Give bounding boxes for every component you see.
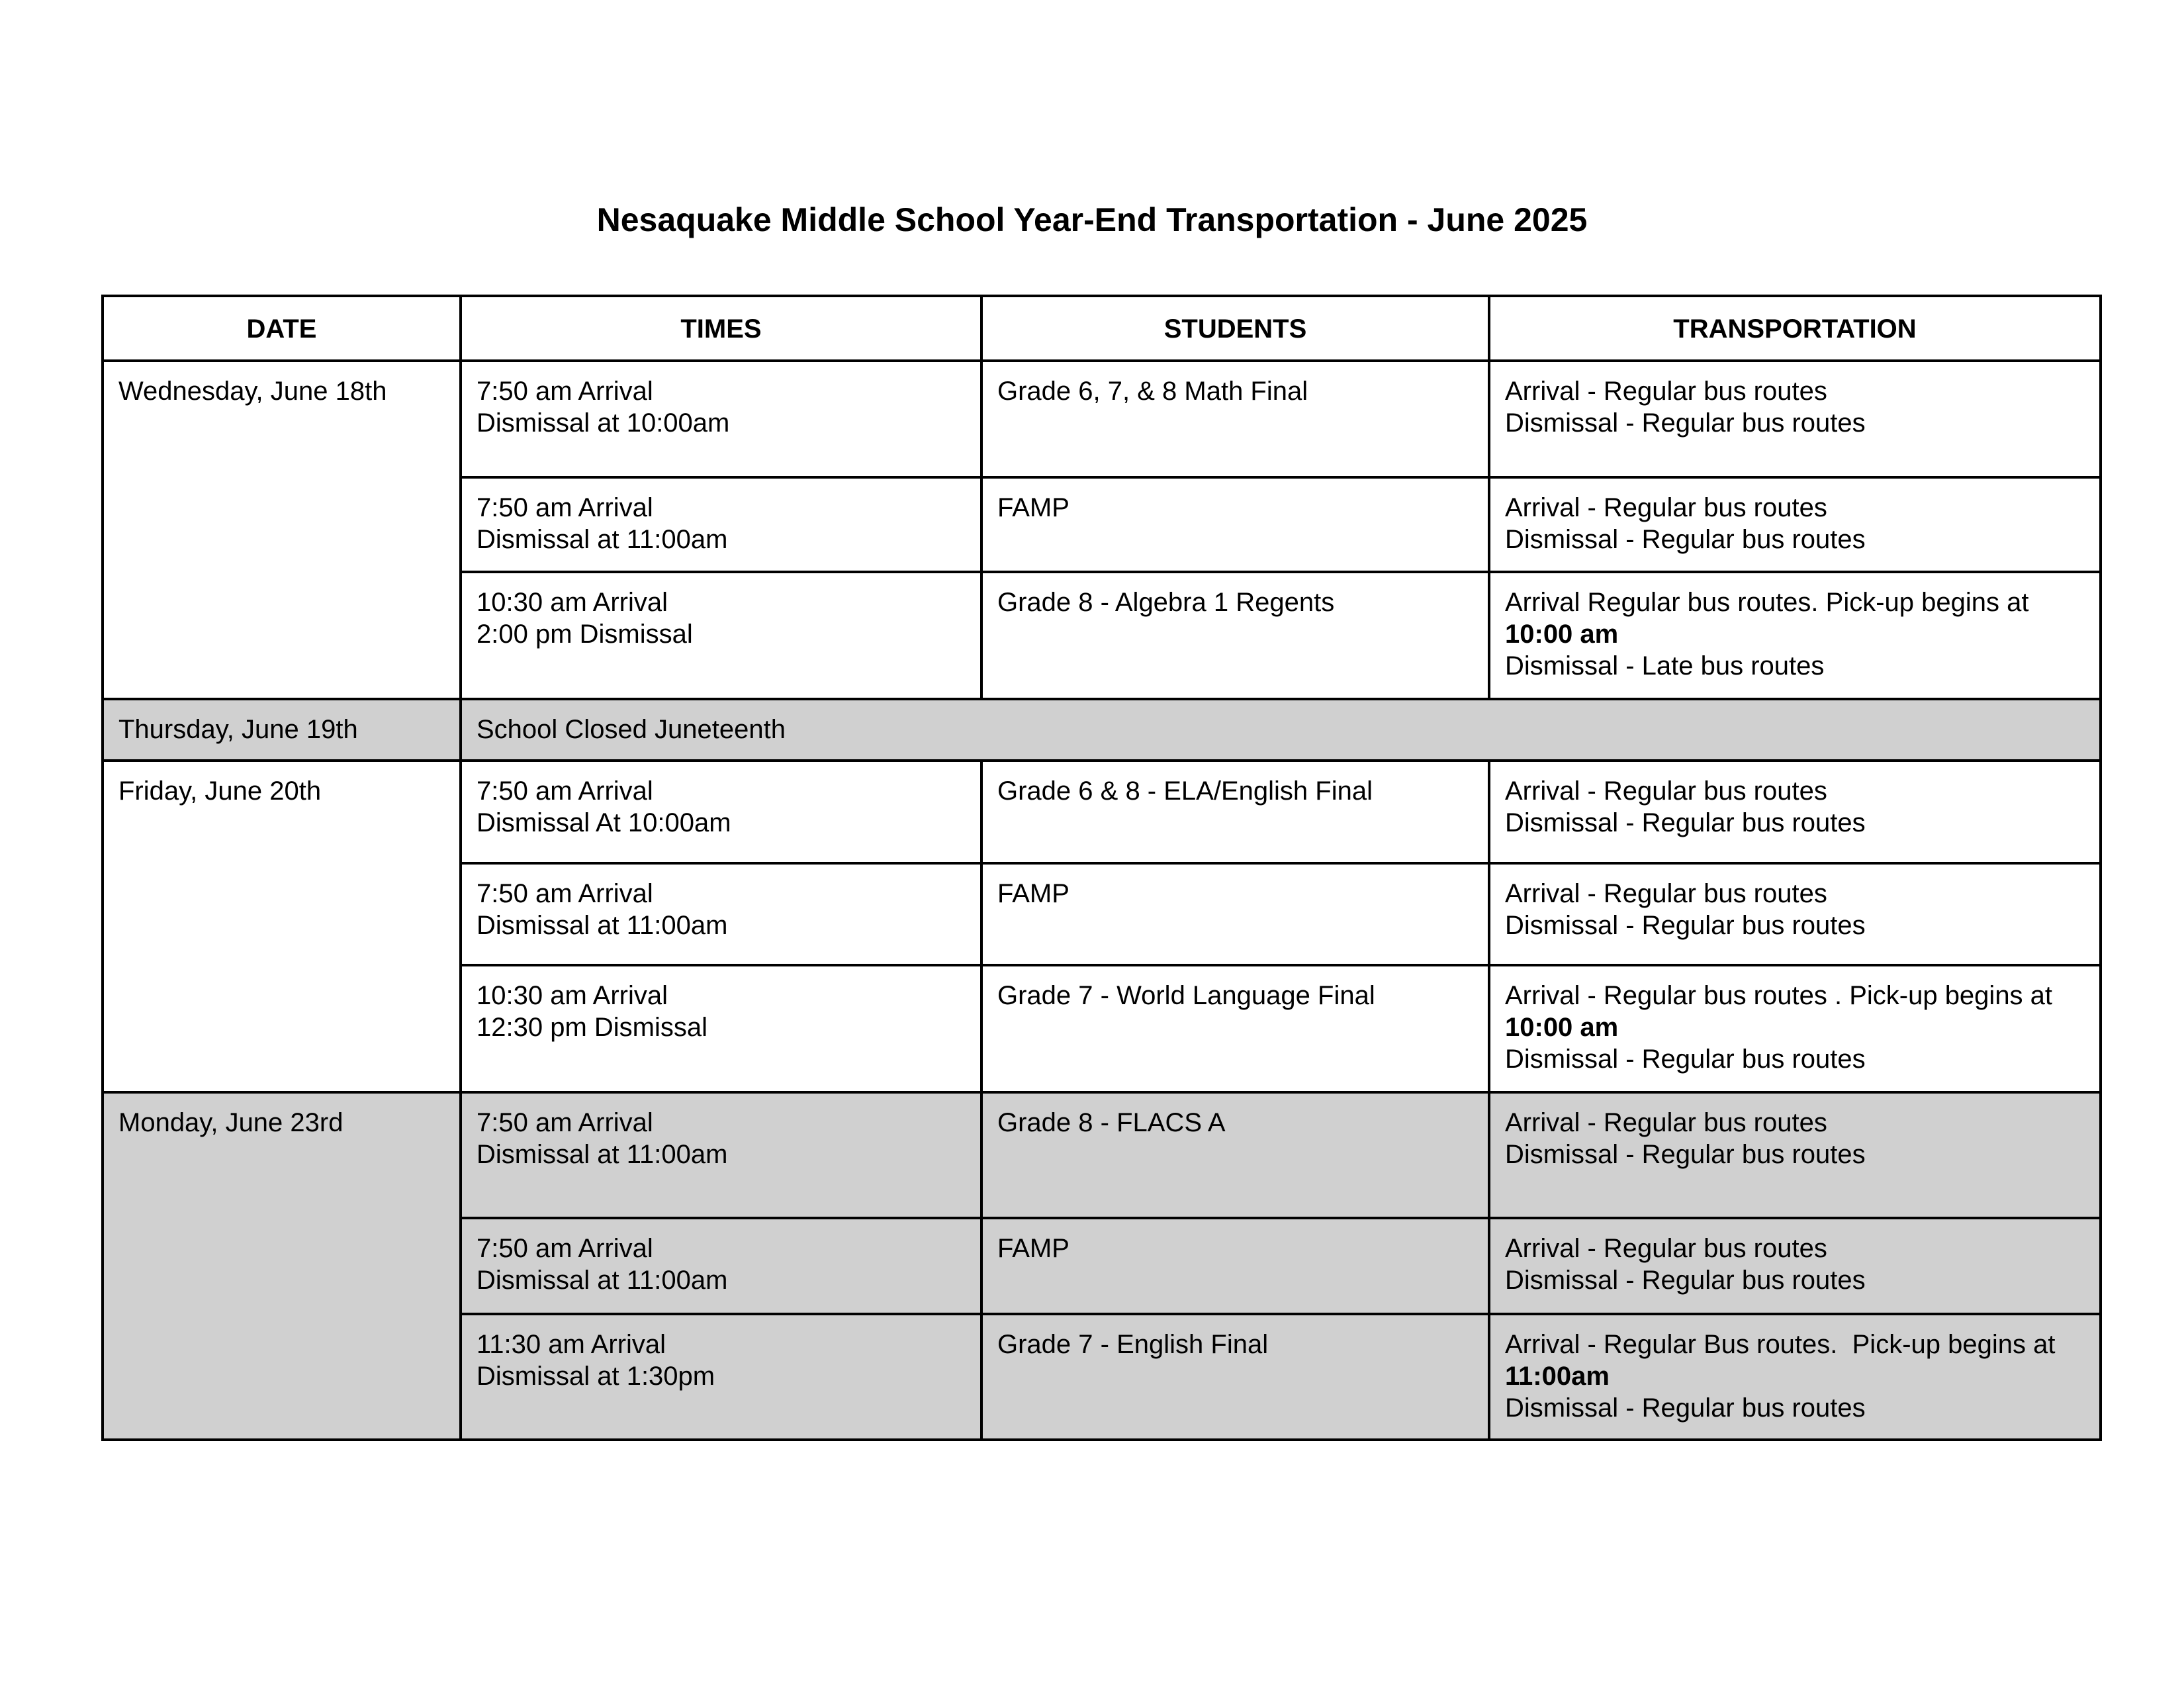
transportation-cell (1489, 761, 2101, 863)
students-cell (981, 761, 1489, 863)
students-cell (981, 863, 1489, 965)
times-cell (461, 1314, 981, 1440)
times-cell (461, 361, 981, 477)
header-students: STUDENTS (981, 296, 1489, 361)
transportation-cell (1489, 361, 2101, 477)
transportation-cell (1489, 1218, 2101, 1314)
transport-arrival: Arrival - Regular bus routes (1505, 879, 1827, 908)
transport-dismissal: Dismissal - Regular bus routes (1505, 1393, 1866, 1423)
transportation-cell (1489, 965, 2101, 1092)
arrival-time: 10:30 am Arrival (477, 981, 668, 1010)
table-row (103, 1092, 2101, 1218)
header-row (103, 296, 2101, 361)
transport-arrival: Arrival - Regular bus routes (1505, 1108, 1827, 1137)
table-row (103, 761, 2101, 863)
students-label: Grade 7 - World Language Final (997, 981, 1375, 1010)
students-label: Grade 6 & 8 - ELA/English Final (997, 776, 1373, 806)
times-cell (461, 477, 981, 572)
arrival-time: 7:50 am Arrival (477, 1108, 653, 1137)
transport-dismissal: Dismissal - Regular bus routes (1505, 525, 1866, 554)
transport-dismissal: Dismissal - Regular bus routes (1505, 1140, 1866, 1169)
transport-dismissal: Dismissal - Late bus routes (1505, 651, 1825, 680)
students-label: FAMP (997, 493, 1069, 522)
transportation-cell (1489, 477, 2101, 572)
table-row (103, 699, 2101, 761)
students-label: FAMP (997, 879, 1069, 908)
times-cell (461, 863, 981, 965)
transport-arrival: Arrival Regular bus routes. Pick-up begins at (1505, 588, 2029, 617)
date-label: Monday, June 23rd (118, 1108, 343, 1137)
times-cell (461, 1218, 981, 1314)
arrival-time: 10:30 am Arrival (477, 588, 668, 617)
transport-arrival: Arrival - Regular bus routes (1505, 377, 1827, 406)
closed-note: School Closed Juneteenth (477, 715, 786, 744)
date-label: Thursday, June 19th (118, 715, 358, 744)
dismissal-time: Dismissal at 11:00am (477, 525, 728, 554)
times-cell (461, 965, 981, 1092)
dismissal-time: Dismissal at 11:00am (477, 1266, 728, 1295)
arrival-time: 7:50 am Arrival (477, 493, 653, 522)
dismissal-time: Dismissal at 11:00am (477, 911, 728, 940)
students-label: Grade 8 - FLACS A (997, 1108, 1226, 1137)
arrival-time: 11:30 am Arrival (477, 1330, 666, 1359)
students-cell (981, 1218, 1489, 1314)
transport-dismissal: Dismissal - Regular bus routes (1505, 911, 1866, 940)
dismissal-time: 12:30 pm Dismissal (477, 1013, 708, 1042)
pickup-time: 11:00am (1505, 1362, 1610, 1391)
transportation-cell (1489, 1314, 2101, 1440)
dismissal-time: Dismissal at 1:30pm (477, 1362, 715, 1391)
transportation-cell (1489, 863, 2101, 965)
transport-arrival: Arrival - Regular bus routes (1505, 776, 1827, 806)
date-cell (103, 361, 461, 699)
transport-arrival: Arrival - Regular bus routes (1505, 1234, 1827, 1263)
arrival-time: 7:50 am Arrival (477, 879, 653, 908)
transport-dismissal: Dismissal - Regular bus routes (1505, 1045, 1866, 1074)
header-date: DATE (103, 296, 461, 361)
students-label: Grade 6, 7, & 8 Math Final (997, 377, 1308, 406)
transport-arrival: Arrival - Regular Bus routes. Pick-up begins at (1505, 1330, 2056, 1359)
header-transportation: TRANSPORTATION (1489, 296, 2101, 361)
students-cell (981, 1092, 1489, 1218)
pickup-time: 10:00 am (1505, 1013, 1619, 1042)
transport-dismissal: Dismissal - Regular bus routes (1505, 808, 1866, 837)
date-cell (103, 699, 461, 761)
times-cell (461, 572, 981, 699)
date-cell (103, 1092, 461, 1440)
date-cell (103, 761, 461, 1092)
transportation-cell (1489, 572, 2101, 699)
transport-arrival: Arrival - Regular bus routes . Pick-up begins at (1505, 981, 2053, 1010)
arrival-time: 7:50 am Arrival (477, 776, 653, 806)
dismissal-time: Dismissal at 10:00am (477, 408, 730, 438)
header-times: TIMES (461, 296, 981, 361)
arrival-time: 7:50 am Arrival (477, 377, 653, 406)
times-cell (461, 761, 981, 863)
pickup-time: 10:00 am (1505, 620, 1619, 649)
dismissal-time: Dismissal at 11:00am (477, 1140, 728, 1169)
transport-dismissal: Dismissal - Regular bus routes (1505, 1266, 1866, 1295)
students-cell (981, 477, 1489, 572)
dismissal-time: Dismissal At 10:00am (477, 808, 731, 837)
students-cell (981, 1314, 1489, 1440)
arrival-time: 7:50 am Arrival (477, 1234, 653, 1263)
students-cell (981, 361, 1489, 477)
transport-arrival: Arrival - Regular bus routes (1505, 493, 1827, 522)
students-label: Grade 8 - Algebra 1 Regents (997, 588, 1335, 617)
transportation-cell (1489, 1092, 2101, 1218)
students-cell (981, 965, 1489, 1092)
table-row (103, 361, 2101, 477)
dismissal-time: 2:00 pm Dismissal (477, 620, 693, 649)
date-label: Wednesday, June 18th (118, 377, 387, 406)
date-label: Friday, June 20th (118, 776, 322, 806)
students-cell (981, 572, 1489, 699)
transportation-schedule-table (101, 295, 2102, 1441)
students-label: Grade 7 - English Final (997, 1330, 1269, 1359)
page-title: Nesaquake Middle School Year-End Transportation - June 2025 (596, 201, 1588, 238)
times-cell (461, 1092, 981, 1218)
closed-note-cell (461, 699, 2101, 761)
transport-dismissal: Dismissal - Regular bus routes (1505, 408, 1866, 438)
students-label: FAMP (997, 1234, 1069, 1263)
